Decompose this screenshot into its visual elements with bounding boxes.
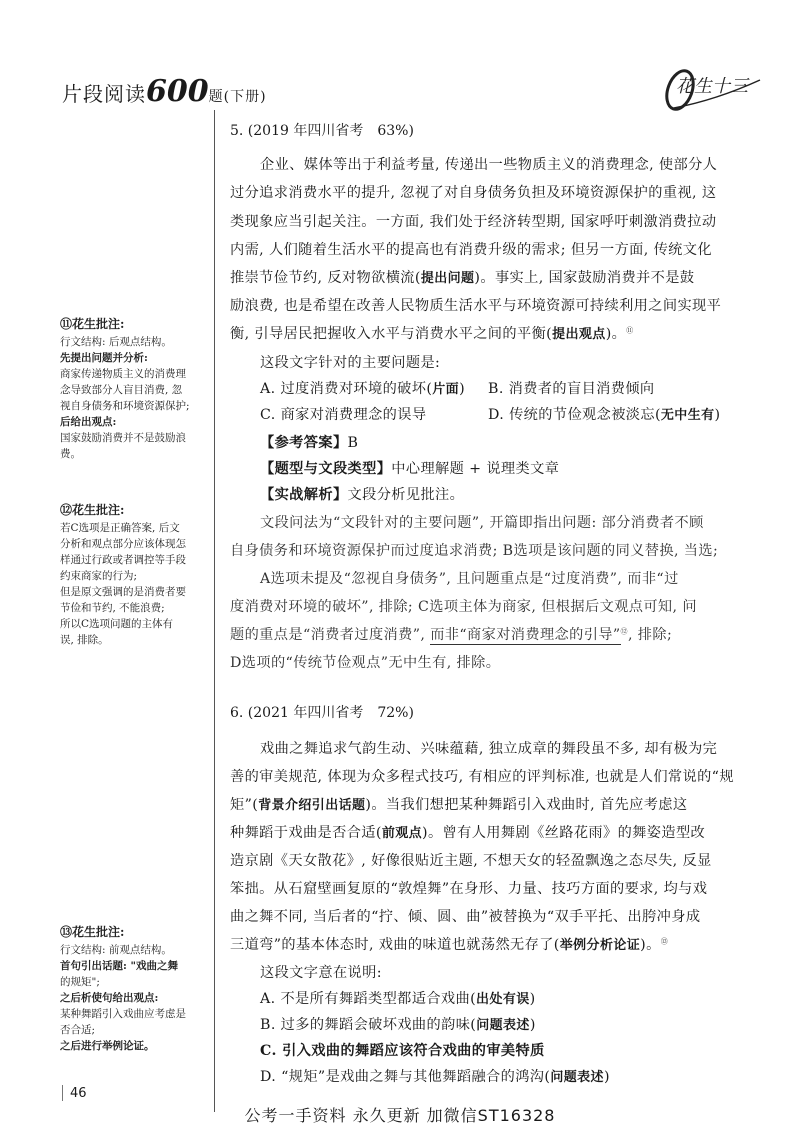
- question-6-heading: 6. (2021 年四川省考 72%): [230, 705, 414, 721]
- q6-prompt: 这段文字意在说明:: [260, 965, 382, 981]
- analysis-tag: 提出观点: [552, 327, 606, 342]
- q6-option-d: [260, 1066, 610, 1086]
- q5-explain-line: 文段问法为“文段针对的主要问题”, 开篇即指出问题: 部分消费者不顾: [260, 515, 704, 531]
- q5-passage-line: 类现象应当引起关注。一方面, 我们处于经济转型期, 国家呼吁刺激消费拉动: [230, 214, 717, 230]
- option-text: A. 过度消费对环境的破坏(: [260, 381, 433, 397]
- passage-text: 衡, 引导居民把握收入水平与消费水平之间的平衡(: [230, 326, 553, 342]
- q5-option-c: C. 商家对消费理念的误导: [260, 407, 427, 423]
- analysis-tag: 前观点: [381, 826, 423, 841]
- page-number-mark: [62, 1085, 63, 1101]
- q5-passage-line: 内需, 人们随着生活水平的提高也有消费升级的需求; 但另一方面, 传统文化: [230, 242, 712, 258]
- note-line: 但是原文强调的是消费者要: [60, 586, 186, 598]
- option-tag: 片面: [432, 382, 460, 397]
- note-line: 费。: [60, 448, 81, 460]
- option-tag: 无中生有: [660, 408, 715, 423]
- note-line: 商家传递物质主义的消费理: [60, 368, 186, 380]
- note-ref: ⑬: [660, 937, 669, 946]
- passage-text: )。事实上, 国家鼓励消费并不是鼓: [474, 270, 695, 286]
- option-tag: 问题表述: [550, 1070, 604, 1085]
- q5-option-b: B. 消费者的盲目消费倾向: [488, 381, 655, 397]
- passage-text: 三道弯”的基本体态时, 戏曲的味道也就荡然无存了(: [230, 937, 560, 953]
- q5-explain-line: A选项未提及“忽视自身债务”, 且问题重点是“过度消费”, 而非“过: [260, 571, 679, 587]
- note-title: ⑬花生批注:: [60, 925, 125, 939]
- note-title: ⑪花生批注:: [60, 317, 125, 331]
- option-text: ): [459, 381, 466, 397]
- note-line: 行文结构: 后观点结构。: [60, 336, 172, 348]
- passage-text: )。当我们想把某种舞蹈引入戏曲时, 首先应考虑这: [365, 797, 688, 813]
- note-line: 行文结构: 前观点结构。: [60, 944, 172, 956]
- q5-passage-line: [230, 323, 634, 343]
- note-line: 约束商家的行为;: [60, 570, 138, 582]
- note-line: 之后析使句给出观点:: [60, 992, 159, 1004]
- note-title: ⑫花生批注:: [60, 503, 125, 517]
- q6-option-c: C. 引入戏曲的舞蹈应该符合戏曲的审美特质: [260, 1043, 545, 1059]
- note-line: 分析和观点部分应该体现怎: [60, 538, 186, 550]
- note-line: 视自身债务和环境资源保护;: [60, 400, 190, 412]
- q6-option-b: [260, 1014, 536, 1034]
- q5-type: [260, 458, 559, 478]
- q6-passage-line: [230, 794, 687, 814]
- book-title-dot: 题: [208, 89, 224, 105]
- option-tag: 问题表述: [476, 1018, 530, 1033]
- q5-passage-line: 过分追求消费水平的提升, 忽视了对自身债务负担及环境资源保护的重视, 这: [230, 185, 717, 201]
- note-line: 先提出问题并分析:: [60, 352, 148, 364]
- answer-label: 【参考答案】: [260, 435, 348, 451]
- option-text: D. 传统的节俭观念被淡忘(: [488, 407, 661, 423]
- note-line: 节俭和节约, 不能浪费;: [60, 602, 165, 614]
- note-ref: ⑪: [626, 326, 634, 335]
- q6-passage-line: 曲之舞不同, 当后者的“拧、倾、圆、曲”被替换为“双手平托、出胯冲身成: [230, 909, 701, 925]
- note-line: 国家鼓励消费并不是鼓励浪: [60, 432, 186, 444]
- q5-explain-line: 自身债务和环境资源保护而过度追求消费; B选项是该问题的同义替换, 当选;: [230, 543, 719, 559]
- book-title-number: 600: [146, 74, 209, 109]
- q6-option-a: [260, 988, 536, 1008]
- analysis-tag: 背景介绍引出话题: [258, 798, 366, 813]
- note-line: 某种舞蹈引入戏曲应考虑是: [60, 1008, 186, 1020]
- q5-explain-line: [230, 624, 672, 644]
- book-title-text: 片段阅读: [62, 82, 146, 106]
- analysis-tag: 提出问题: [420, 271, 475, 286]
- passage-text: )。: [640, 937, 661, 953]
- note-line: 误, 排除。: [60, 634, 109, 646]
- analysis-label: 【实战解析】: [260, 487, 348, 503]
- note-line: 否合适;: [60, 1024, 96, 1036]
- passage-text: )。曾有人用舞剧《丝路花雨》的舞姿造型改: [422, 825, 706, 841]
- q6-passage-line: 善的审美规范, 体现为众多程式技巧, 有相应的评判标准, 也就是人们常说的“规: [230, 769, 734, 785]
- q6-passage-line: [230, 822, 705, 842]
- analysis-tag: 举例分析论证: [559, 938, 641, 953]
- passage-text: 推崇节俭节约, 反对物欲横流(: [230, 270, 421, 286]
- q6-passage-line: 造京剧《天女散花》, 好像很贴近主题, 不想天女的轻盈飘逸之态尽失, 反显: [230, 853, 712, 869]
- note-line: 所以C选项问题的主体有: [60, 618, 174, 630]
- explain-text: 题的重点是“消费者过度消费”,: [230, 627, 431, 643]
- q5-explain-line: D选项的“传统节俭观点”无中生有, 排除。: [230, 655, 501, 671]
- note-line: 样通过行政或者调控等手段: [60, 554, 186, 566]
- q5-passage-line: 企业、媒体等出于利益考量, 传递出一些物质主义的消费理念, 使部分人: [260, 157, 718, 173]
- brand-name: 花生十三: [676, 76, 748, 97]
- q5-answer: [260, 432, 358, 452]
- q6-passage-line: [230, 934, 668, 954]
- passage-text: 种舞蹈于戏曲是否合适(: [230, 825, 382, 841]
- column-divider: [214, 110, 215, 1112]
- note-line: 念导致部分人盲目消费, 忽: [60, 384, 183, 396]
- analysis-value: 文段分析见批注。: [347, 487, 465, 503]
- q5-passage-line: [230, 267, 694, 287]
- option-text: A. 不是所有舞蹈类型都适合戏曲(: [260, 991, 477, 1007]
- side-note-13: [60, 924, 210, 1054]
- option-text: D. “规矩”是戏曲之舞与其他舞蹈融合的鸿沟(: [260, 1069, 551, 1085]
- note-line: 首句引出话题: "戏曲之舞: [60, 960, 179, 972]
- question-5-heading: 5. (2019 年四川省考 63%): [230, 123, 414, 139]
- note-line: 后给出观点:: [60, 416, 117, 428]
- book-title: [62, 74, 267, 109]
- type-value: 中心理解题 + 说理类文章: [391, 461, 560, 477]
- footer-watermark: 公考一手资料 永久更新 加微信ST16328: [244, 1106, 556, 1125]
- q5-analysis: [260, 484, 464, 504]
- option-text: B. 过多的舞蹈会破坏戏曲的韵味(: [260, 1017, 477, 1033]
- q5-option-a: [260, 378, 465, 398]
- q5-option-d: [488, 404, 720, 424]
- explain-text: , 排除;: [627, 627, 673, 643]
- option-text: ): [603, 1069, 610, 1085]
- q5-prompt: 这段文字针对的主要问题是:: [260, 355, 441, 371]
- note-line: 若C选项是正确答案, 后文: [60, 522, 180, 534]
- side-note-11: [60, 316, 210, 462]
- q5-passage-line: 励浪费, 也是希望在改善人民物质生活水平与环境资源可持续利用之间实现平: [230, 298, 722, 314]
- option-text: ): [529, 1017, 536, 1033]
- note-ref: ⑫: [620, 627, 628, 636]
- page-number: 46: [70, 1086, 87, 1101]
- option-text: ): [714, 407, 721, 423]
- passage-text: )。: [605, 326, 627, 342]
- q5-explain-line: 度消费对环境的破坏”, 排除; C选项主体为商家, 但根据后文观点可知, 问: [230, 599, 697, 615]
- book-title-part: (下册): [223, 89, 267, 105]
- type-label: 【题型与文段类型】: [260, 461, 392, 477]
- explain-underlined: 而非“商家对消费理念的引导”: [430, 627, 621, 643]
- side-note-12: [60, 502, 210, 648]
- q6-passage-line: 戏曲之舞追求气韵生动、兴味蕴藉, 独立成章的舞段虽不多, 却有极为完: [260, 741, 718, 757]
- option-text: ): [529, 991, 536, 1007]
- option-tag: 出处有误: [476, 992, 530, 1007]
- passage-text: 矩”(: [230, 797, 259, 813]
- note-line: 的规矩";: [60, 976, 100, 988]
- note-line: 之后进行举例论证。: [60, 1040, 155, 1052]
- q6-passage-line: 笨拙。从石窟壁画复原的“敦煌舞”在身形、力量、技巧方面的要求, 均与戏: [230, 881, 708, 897]
- answer-value: B: [347, 435, 359, 451]
